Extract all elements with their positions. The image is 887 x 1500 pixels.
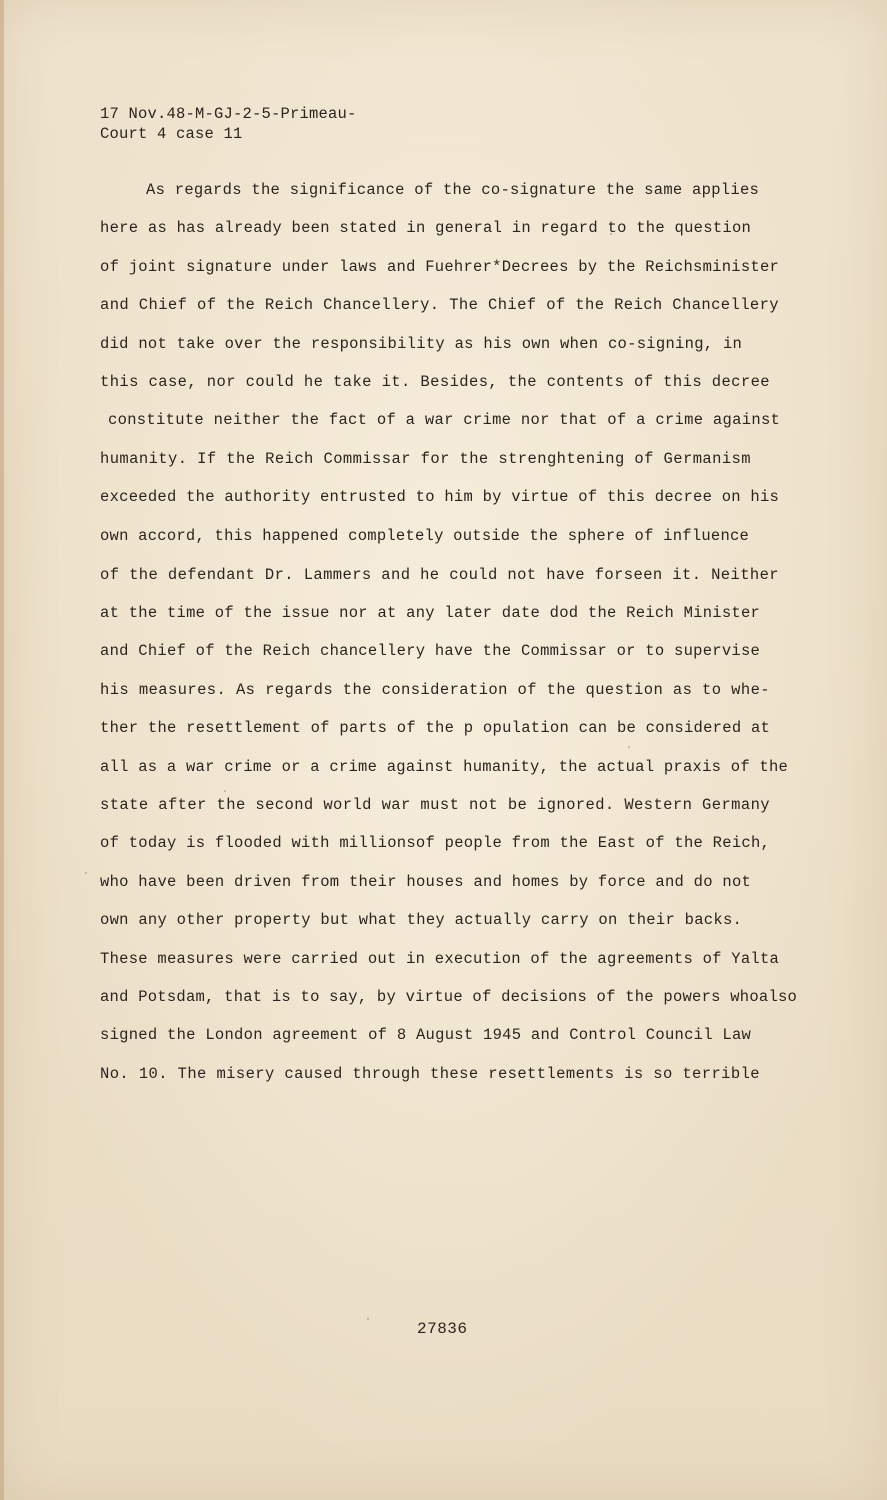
document-header [100, 104, 357, 144]
body-line: and Chief of the Reich Chancellery. The Chief of the Reich Chancellery [100, 296, 779, 314]
paper-speck [610, 233, 612, 235]
body-line: of the defendant Dr. Lammers and he could not have forseen it. Neither [100, 566, 779, 584]
body-line: These measures were carried out in execution of the agreements of Yalta [100, 950, 780, 968]
body-line: No. 10. The misery caused through these resettlements is so terrible [100, 1065, 760, 1083]
body-line: who have been driven from their houses and homes by force and do not [100, 873, 752, 891]
paper-speck [628, 746, 630, 748]
body-line: As regards the significance of the co-signature the same applies [146, 181, 760, 199]
body-line: here as has already been stated in general in regard to the question [100, 219, 752, 237]
paper-speck [85, 872, 87, 874]
page-number: 27836 [417, 1320, 468, 1338]
paper-speck [367, 1318, 369, 1320]
page-edge [0, 0, 4, 1500]
body-line: of today is flooded with millionsof people from the East of the Reich, [100, 834, 771, 852]
body-line: and Potsdam, that is to say, by virtue of decisions of the powers whoalso [100, 988, 798, 1006]
body-line: humanity. If the Reich Commissar for the strenghtening of Germanism [100, 450, 751, 468]
body-line: ther the resettlement of parts of the p opulation can be considered at [100, 719, 771, 737]
body-line: did not take over the responsibility as his own when co-signing, in [100, 335, 743, 353]
body-line: own any other property but what they actually carry on their backs. [100, 911, 743, 929]
header-reference: 17 Nov.48-M-GJ-2-5-Primeau- [100, 105, 357, 123]
body-line: at the time of the issue nor at any later date dod the Reich Minister [100, 604, 761, 622]
body-line: state after the second world war must not be ignored. Western Germany [100, 796, 770, 814]
body-line: of joint signature under laws and Fuehrer*Decrees by the Reichsminister [100, 258, 780, 276]
body-line: constitute neither the fact of a war crime nor that of a crime against [108, 411, 781, 429]
body-line: signed the London agreement of 8 August 1945 and Control Council Law [100, 1026, 752, 1044]
body-line: and Chief of the Reich chancellery have the Commissar or to supervise [100, 642, 761, 660]
body-line: exceeded the authority entrusted to him by virtue of this decree on his [100, 488, 780, 506]
paper-speck [224, 790, 226, 792]
body-line: all as a war crime or a crime against humanity, the actual praxis of the [100, 758, 789, 776]
body-line: his measures. As regards the consideration of the question as to whe- [100, 681, 770, 699]
body-line: own accord, this happened completely outside the sphere of influence [100, 527, 750, 545]
header-court-case: Court 4 case 11 [100, 125, 243, 143]
body-line: this case, nor could he take it. Besides, the contents of this decree [100, 373, 770, 391]
